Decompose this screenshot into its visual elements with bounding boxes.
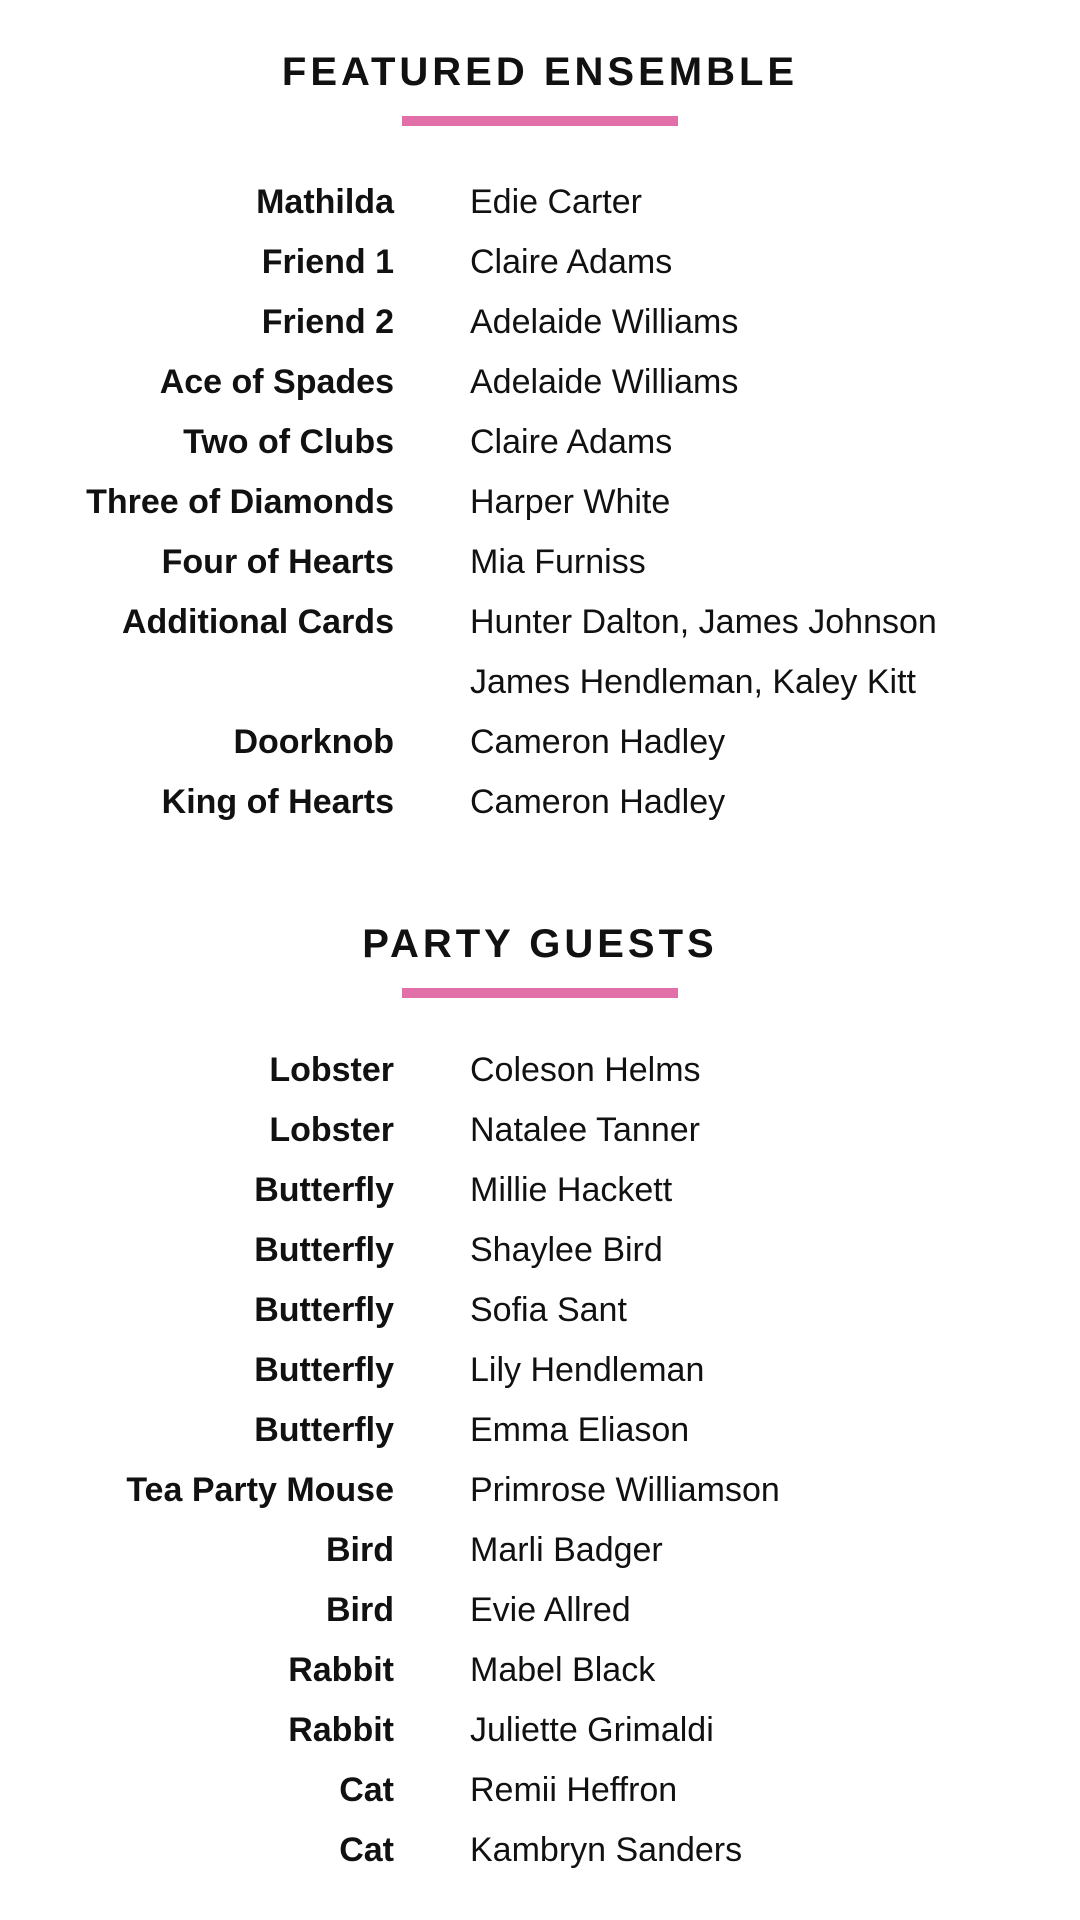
role-name: Lobster — [269, 1111, 394, 1149]
cast-row — [0, 1160, 1080, 1220]
cast-list — [0, 1040, 1080, 1880]
actor-name: Adelaide Williams — [470, 363, 739, 401]
role-name: Rabbit — [288, 1651, 394, 1689]
role-name: Doorknob — [233, 723, 394, 761]
role-name: Butterfly — [254, 1171, 394, 1209]
cast-row — [0, 472, 1080, 532]
role-name: Lobster — [269, 1051, 394, 1089]
actor-name: Natalee Tanner — [470, 1111, 700, 1149]
cast-row — [0, 292, 1080, 352]
section-underline — [402, 116, 678, 126]
actor-name: Emma Eliason — [470, 1411, 690, 1449]
party-guests-section — [0, 916, 1080, 1880]
cast-row — [0, 772, 1080, 832]
section-underline — [402, 988, 678, 998]
cast-row — [0, 1040, 1080, 1100]
actor-name: Claire Adams — [470, 423, 673, 461]
actor-name: Hunter Dalton, James Johnson — [470, 603, 937, 641]
role-name: Additional Cards — [121, 603, 394, 641]
cast-row — [0, 412, 1080, 472]
role-name: Four of Hearts — [161, 543, 394, 581]
cast-row — [0, 1400, 1080, 1460]
role-name: Ace of Spades — [159, 363, 394, 401]
actor-name: James Hendleman, Kaley Kitt — [470, 663, 916, 701]
cast-row — [0, 1820, 1080, 1880]
role-name: Rabbit — [288, 1711, 394, 1749]
role-name: Bird — [326, 1531, 394, 1569]
actor-name: Remii Heffron — [470, 1771, 678, 1809]
role-name: Bird — [326, 1591, 394, 1629]
actor-name: Cameron Hadley — [470, 783, 726, 821]
cast-row — [0, 592, 1080, 652]
cast-row — [0, 1280, 1080, 1340]
featured-ensemble-section — [0, 44, 1080, 832]
actor-name: Edie Carter — [470, 183, 642, 221]
cast-row — [0, 652, 1080, 712]
cast-row — [0, 1460, 1080, 1520]
role-name: Tea Party Mouse — [126, 1471, 394, 1509]
role-name: Two of Clubs — [183, 423, 394, 461]
actor-name: Mabel Black — [470, 1651, 656, 1689]
actor-name: Lily Hendleman — [470, 1351, 705, 1389]
cast-row — [0, 1700, 1080, 1760]
actor-name: Harper White — [470, 483, 671, 521]
actor-name: Sofia Sant — [470, 1291, 627, 1329]
role-name: Cat — [339, 1771, 394, 1809]
cast-row — [0, 1340, 1080, 1400]
section-title: FEATURED ENSEMBLE — [281, 50, 799, 94]
actor-name: Kambryn Sanders — [470, 1831, 743, 1869]
cast-row — [0, 352, 1080, 412]
cast-row — [0, 232, 1080, 292]
role-name: Friend 2 — [261, 303, 394, 341]
cast-row — [0, 1100, 1080, 1160]
role-name: Three of Diamonds — [86, 483, 394, 521]
role-name: Butterfly — [254, 1231, 394, 1269]
cast-row — [0, 1580, 1080, 1640]
cast-row — [0, 1640, 1080, 1700]
cast-list — [0, 172, 1080, 832]
role-name: Mathilda — [256, 183, 394, 221]
cast-row — [0, 1760, 1080, 1820]
actor-name: Claire Adams — [470, 243, 673, 281]
cast-row — [0, 1520, 1080, 1580]
section-title: PARTY GUESTS — [362, 922, 718, 966]
actor-name: Coleson Helms — [470, 1051, 701, 1089]
role-name: Butterfly — [254, 1291, 394, 1329]
actor-name: Cameron Hadley — [470, 723, 726, 761]
actor-name: Primrose Williamson — [470, 1471, 780, 1509]
role-name: Cat — [339, 1831, 394, 1869]
role-name: Butterfly — [254, 1411, 394, 1449]
role-name: Butterfly — [254, 1351, 394, 1389]
actor-name: Juliette Grimaldi — [470, 1711, 714, 1749]
actor-name: Shaylee Bird — [470, 1231, 663, 1269]
role-name: King of Hearts — [161, 783, 394, 821]
actor-name: Evie Allred — [470, 1591, 631, 1629]
actor-name: Adelaide Williams — [470, 303, 739, 341]
cast-row — [0, 1220, 1080, 1280]
role-name: Friend 1 — [261, 243, 394, 281]
cast-row — [0, 712, 1080, 772]
actor-name: Millie Hackett — [470, 1171, 673, 1209]
cast-row — [0, 172, 1080, 232]
actor-name: Marli Badger — [470, 1531, 663, 1569]
cast-row — [0, 532, 1080, 592]
actor-name: Mia Furniss — [470, 543, 646, 581]
